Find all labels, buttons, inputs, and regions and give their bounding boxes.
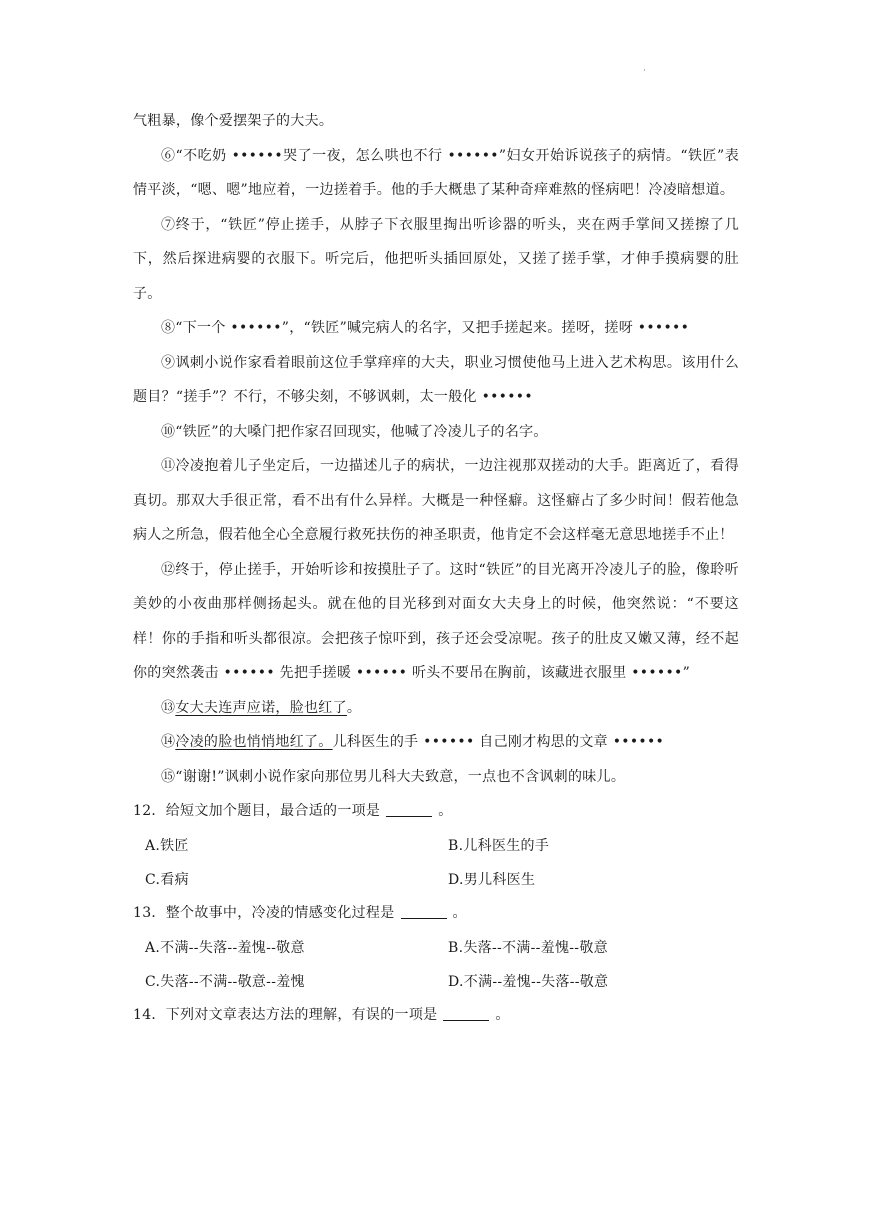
option-d: D.不满--羞愧--失落--敬意 — [448, 974, 609, 990]
page-mark: · — [643, 66, 646, 76]
paragraph-13-tail: 。 — [346, 699, 362, 716]
option-b: B.儿科医生的手 — [448, 838, 550, 854]
paragraph-14 — [133, 725, 739, 760]
paragraph-14-tail: 儿科医生的手 •••••• 自己刚才构思的文章 •••••• — [332, 734, 665, 750]
question-12-end: 。 — [438, 803, 453, 819]
answer-blank — [443, 1006, 489, 1021]
paragraph-15: ⑮“谢谢!”讽刺小说作家向那位男儿科大夫致意，一点也不含讽刺的味儿。 — [161, 768, 626, 785]
paragraph-14-number: ⑭ — [161, 734, 176, 750]
paragraph-7: ⑦终于，“铁匠”停止搓手，从脖子下衣服里掏出听诊器的听头，夹在两手掌间又搓擦了几下，然后探进病婴的衣服下。听完后，他把听头插回原处，又搓了搓手掌，才伸手摸病婴的肚子。 — [133, 216, 739, 302]
option-c: C.看病 — [145, 872, 189, 888]
paragraph-13 — [133, 691, 739, 726]
answer-blank — [401, 904, 447, 919]
paragraph-13-underlined: 女大夫连声应诺，脸也红了 — [175, 699, 347, 716]
paragraph-10: ⑩“铁匠”的大嗓门把作家召回现实，他喊了冷凌儿子的名字。 — [161, 423, 548, 440]
paragraph-5-tail: 气粗暴，像个爱摆架子的大夫。 — [133, 113, 334, 129]
question-14 — [133, 998, 739, 1032]
paragraph-8: ⑧“下一个 ••••••”，“铁匠”喊完病人的名字，又把手搓起来。搓呀，搓呀 •••••• — [161, 320, 690, 336]
question-13-options-row-1 — [133, 930, 739, 964]
question-12-stem: 12．给短文加个题目，最合适的一项是 — [133, 803, 381, 819]
paragraph-12: ⑫终于，停止搓手，开始听诊和按摸肚子了。这时“铁匠”的目光离开冷凌儿子的脸，像聆听美妙的小夜曲那样侧扬起头。就在他的目光移到对面女大夫身上的时候，他突然说：“不要这样！你的手指和听头都很凉。会把孩子惊吓到，孩子还会受凉呢。孩子的肚皮又嫩又薄，经不起你的突然袭击 •••••• 先把手搓暖 •••••• 听头不要吊在胸前，该藏进衣服里 ••••••” — [133, 561, 739, 681]
option-d: D.男儿科医生 — [448, 872, 536, 888]
option-a: A.铁匠 — [145, 838, 189, 854]
question-13-stem: 13．整个故事中，冷凌的情感变化过程是 — [133, 905, 395, 921]
question-13 — [133, 896, 739, 930]
question-12-options-row-1 — [133, 828, 739, 862]
question-14-stem: 14．下列对文章表达方法的理解，有误的一项是 — [133, 1007, 438, 1023]
question-12 — [133, 794, 739, 828]
option-a: A.不满--失落--羞愧--敬意 — [145, 940, 305, 956]
paragraph-11: ⑪冷凌抱着儿子坐定后，一边描述儿子的病状，一边注视那双搓动的大手。距离近了，看得真切。那双大手很正常，看不出有什么异样。大概是一种怪癖。这怪癖占了多少时间！假若他急病人之所急，假若他全心全意履行救死扶伤的神圣职责，他肯定不会这样毫无意思地搓手不止！ — [133, 458, 739, 543]
paragraph-13-number: ⑬ — [161, 699, 176, 716]
option-c: C.失落--不满--敬意--羞愧 — [145, 974, 305, 990]
answer-blank — [386, 802, 432, 817]
paragraph-6: ⑥“不吃奶 ••••••哭了一夜，怎么哄也不行 ••••••”妇女开始诉说孩子的病情。“铁匠”表情平淡，“嗯、嗯”地应着，一边搓着手。他的手大概患了某种奇痒难熬的怪病吧！冷凌暗想道。 — [133, 147, 739, 198]
article-body — [133, 104, 739, 1032]
question-13-end: 。 — [452, 905, 467, 921]
option-b: B.失落--不满--羞愧--敬意 — [448, 940, 608, 956]
question-14-end: 。 — [495, 1007, 510, 1023]
question-12-options-row-2 — [133, 862, 739, 896]
question-13-options-row-2 — [133, 964, 739, 998]
paragraph-14-underlined: 冷凌的脸也悄悄地红了。 — [175, 734, 333, 750]
paragraph-9: ⑨讽刺小说作家看着眼前这位手掌痒痒的大夫，职业习惯使他马上进入艺术构思。该用什么题目？“搓手”？不行，不够尖刻，不够讽刺，太一般化 •••••• — [133, 354, 739, 405]
